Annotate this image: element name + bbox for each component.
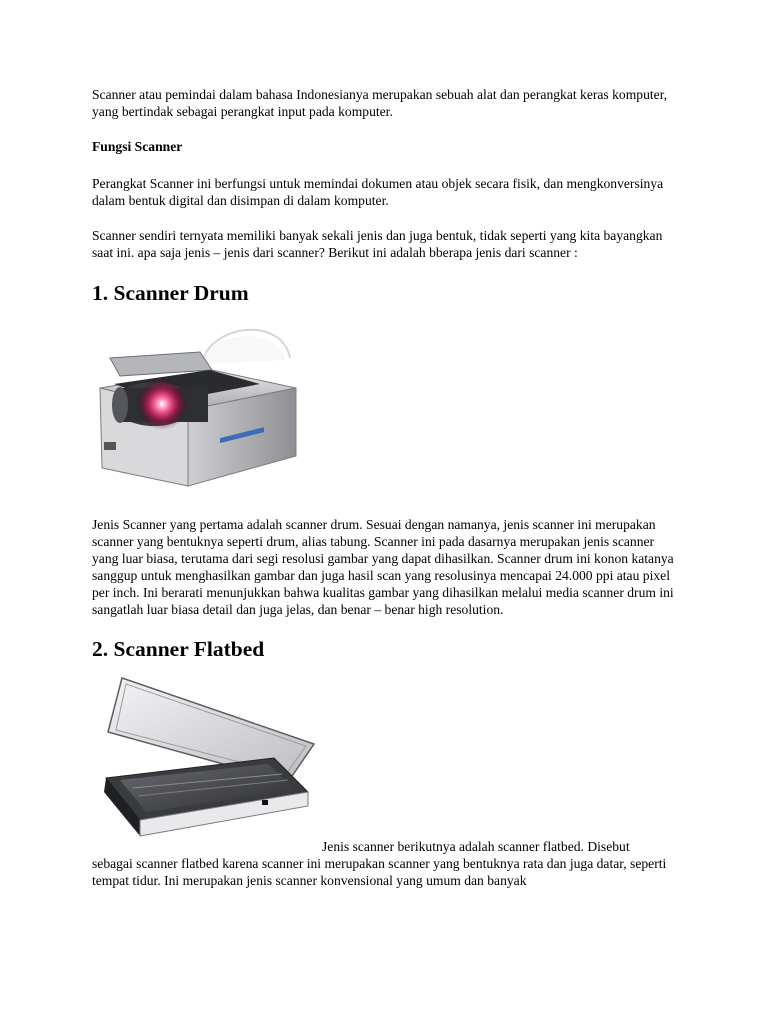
fungsi-label: Fungsi Scanner xyxy=(92,139,183,154)
drum-heading: 1. Scanner Drum xyxy=(92,281,249,305)
drum-paragraph: Jenis Scanner yang pertama adalah scanner drum. Sesuai dengan namanya, jenis scanner ini merupakan scanner yang bentuknya seperti drum, alias tabung. Scanner ini pada dasarnya merupakan jenis scanner yang luar biasa, terutama dari segi resolusi gambar yang dapat dihasilkan. Scanner drum ini konon katanya sanggup untuk menghasilkan gambar dan juga hasil scan yang resolusinya mencapai 24.000 ppi atau pixel per inch. Ini berarati menunjukkan bahwa kualitas gambar yang dihasilkan melalui media scanner drum ini sangatlah luar biasa detail dan juga jelas, dan benar – benar high resolution. xyxy=(92,517,674,617)
flatbed-scanner-image xyxy=(92,674,316,840)
fungsi-paragraph: Perangkat Scanner ini berfungsi untuk memindai dokumen atau objek secara fisik, dan mengkonversinya dalam bentuk digital dan disimpan di dalam komputer. xyxy=(92,176,664,208)
intro-paragraph: Scanner atau pemindai dalam bahasa Indonesianya merupakan sebuah alat dan perangkat keras komputer, yang bertindak sebagai perangkat input pada komputer. xyxy=(92,87,668,119)
flatbed-paragraph-first-line: Jenis scanner berikutnya adalah scanner flatbed. Disebut xyxy=(322,839,630,854)
flatbed-heading: 2. Scanner Flatbed xyxy=(92,637,265,661)
document-content xyxy=(92,86,682,889)
types-intro-paragraph: Scanner sendiri ternyata memiliki banyak sekali jenis dan juga bentuk, tidak seperti yang kita bayangkan saat ini. apa saja jenis – jenis dari scanner? Berikut ini adalah bberapa jenis dari scanner : xyxy=(92,228,663,260)
flatbed-block xyxy=(92,674,682,889)
drum-scanner-image xyxy=(92,318,298,490)
flatbed-paragraph-rest: sebagai scanner flatbed karena scanner ini merupakan scanner yang bentuknya rata dan juga datar, seperti tempat tidur. Ini merupakan jenis scanner konvensional yang umum dan banyak xyxy=(92,856,667,888)
